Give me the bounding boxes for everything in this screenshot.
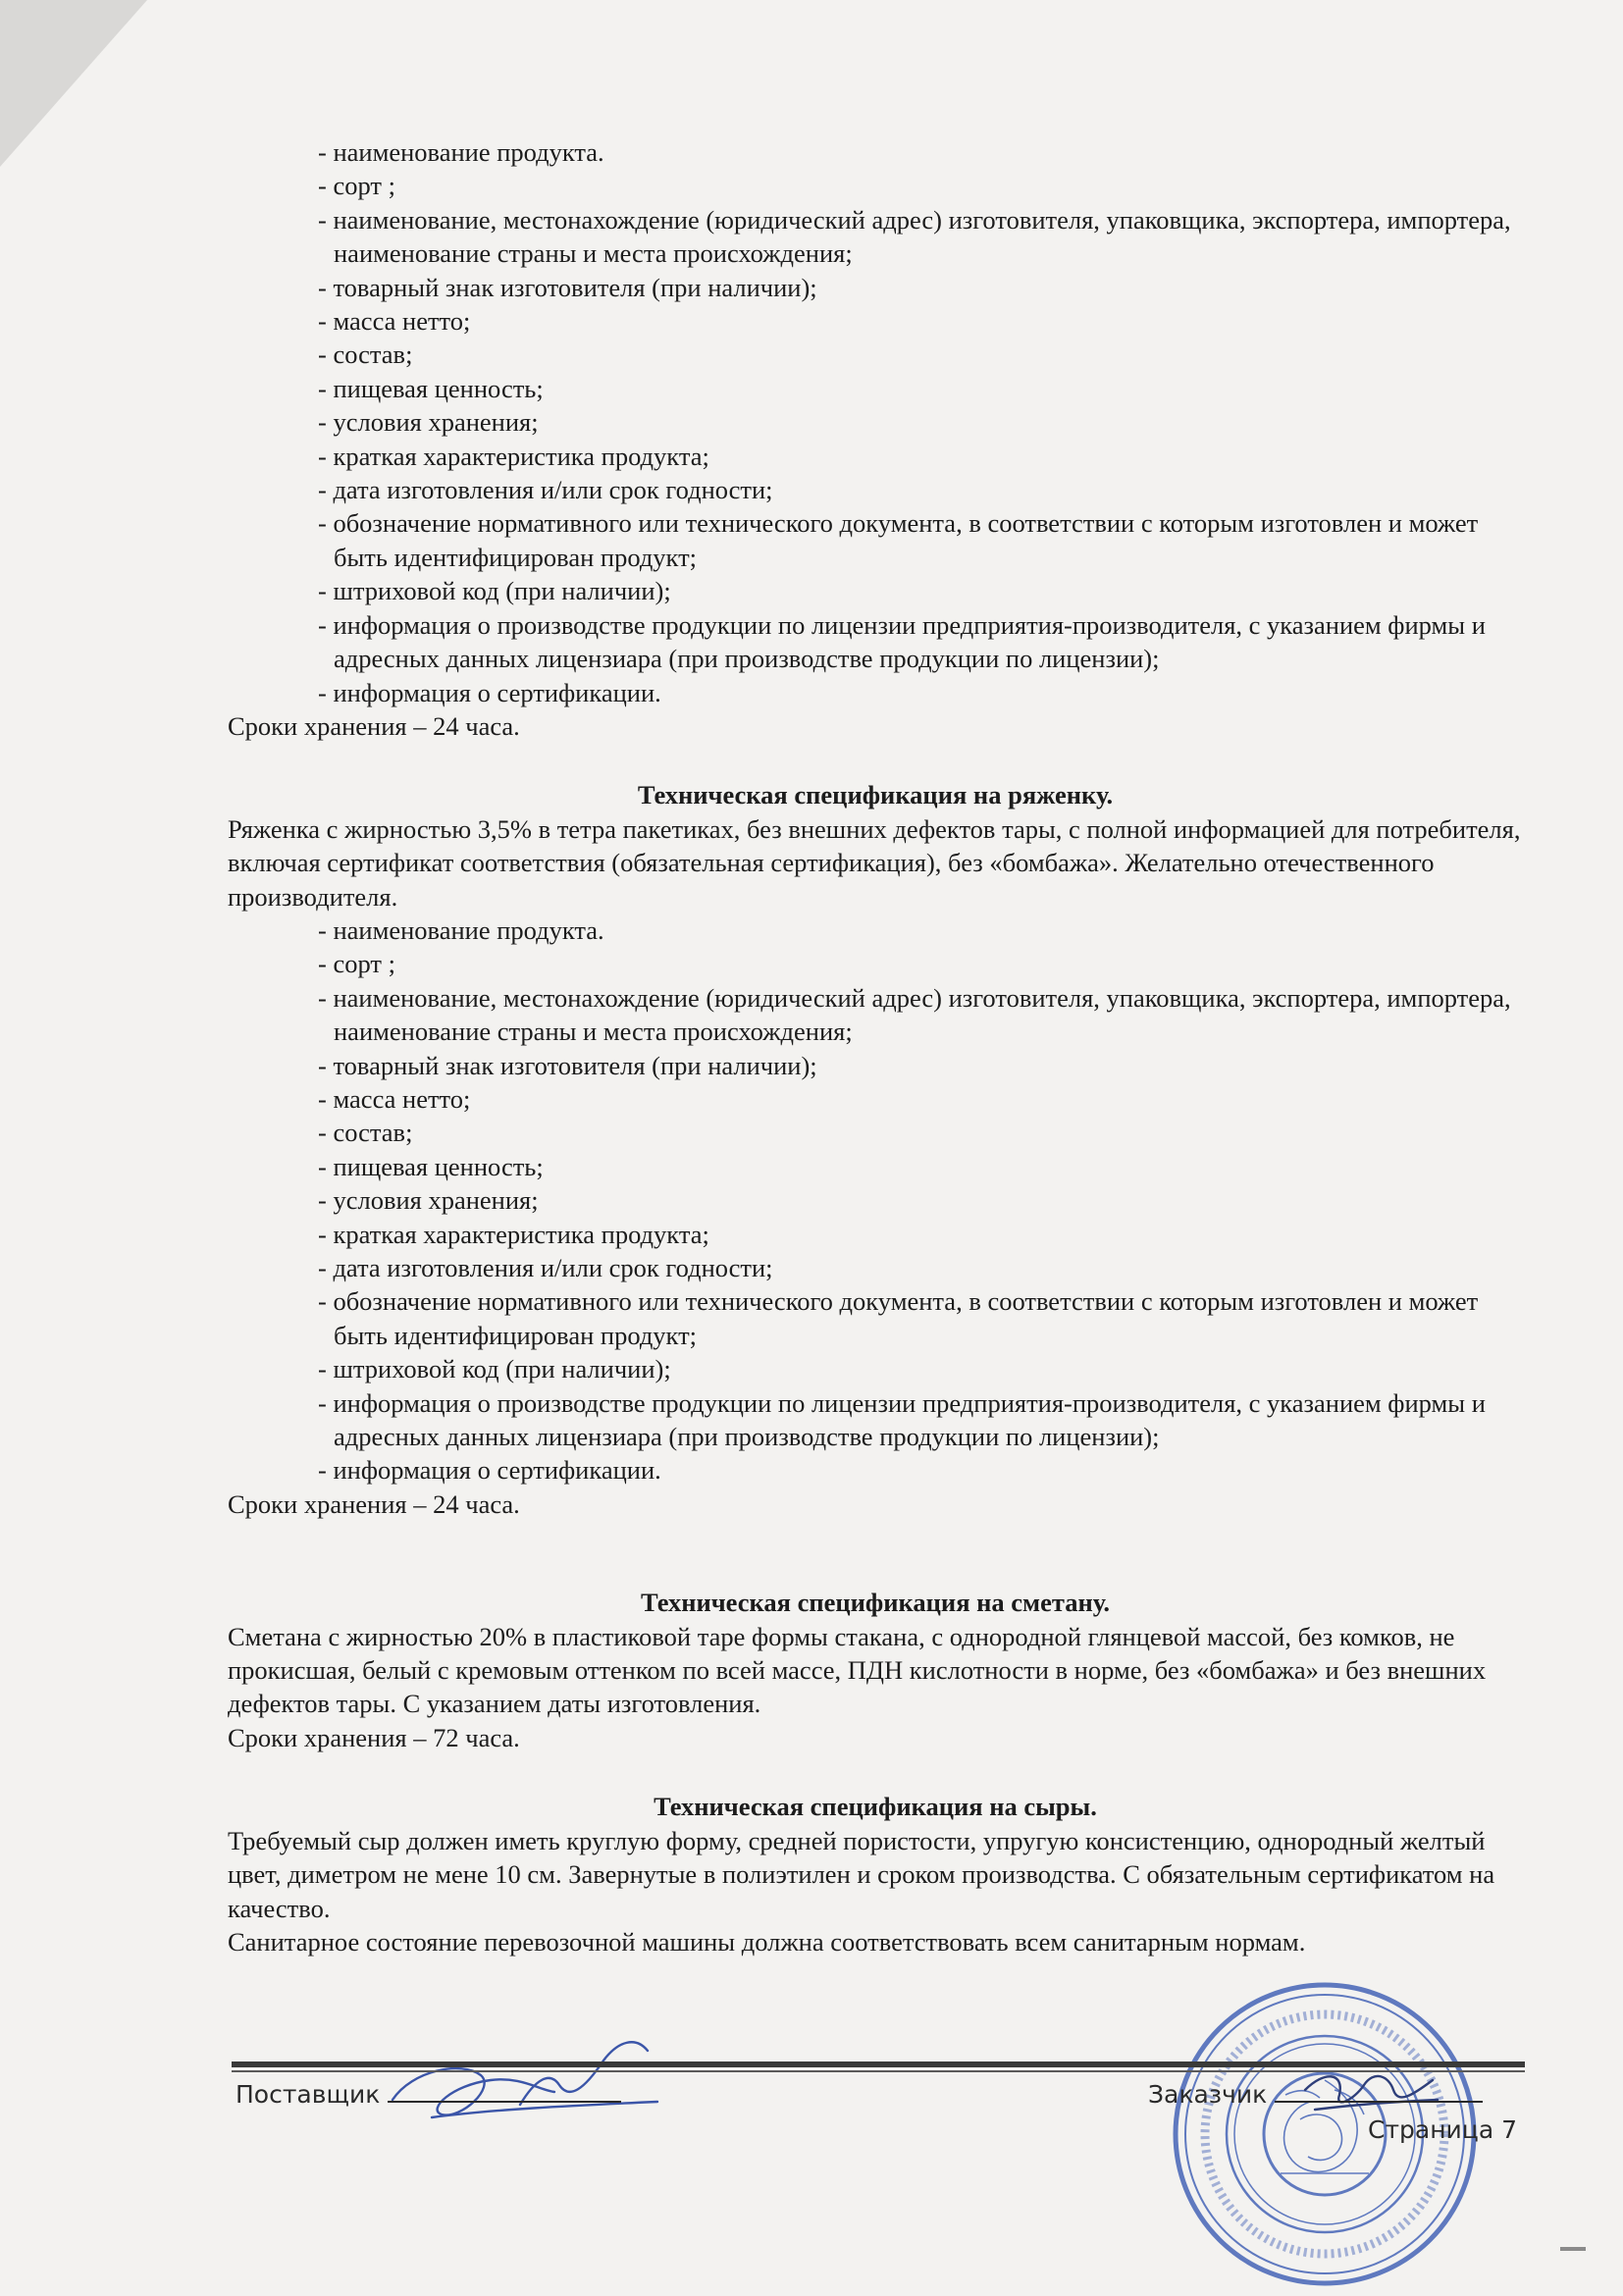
document-body (228, 135, 1523, 1958)
list-item: - информация о производстве продукции по лицензии предприятия-производителя, с указанием фирмы и адресных данных лицензиара (при производстве продукции по лицензии); (318, 1386, 1523, 1454)
smetana-description: Сметана с жирностью 20% в пластиковой таре формы стакана, с однородной глянцевой массой, без комков, не прокисшая, белый с кремовым оттенком по всей массе, ПДН кислотности в норме, без «бомбажа» и без внешних дефектов тары. С указанием даты изготовления. (228, 1621, 1487, 1719)
storage-term-1: Сроки хранения – 24 часа. (228, 710, 520, 741)
heading-ryazhenka: Техническая спецификация на ряженку. (637, 780, 1114, 810)
list-item: - наименование, местонахождение (юридический адрес) изготовителя, упаковщика, экспортера, импортера, наименование страны и места происхождения; (318, 981, 1523, 1049)
list-item: - наименование продукта. (318, 913, 1523, 947)
list-item: - информация о сертификации. (318, 676, 1523, 709)
list-item: - краткая характеристика продукта; (318, 1218, 1523, 1251)
storage-term-3: Сроки хранения – 72 часа. (228, 1722, 520, 1752)
scan-mark (1560, 2247, 1586, 2251)
list-item: - состав; (318, 338, 1523, 371)
footer-divider-thin (232, 2070, 1525, 2072)
customer-blank (1275, 2101, 1483, 2103)
list-item: - наименование продукта. (318, 135, 1523, 169)
list-item: - штриховой код (при наличии); (318, 574, 1523, 607)
list-item: - пищевая ценность; (318, 372, 1523, 405)
supplier-signature-line (236, 2080, 621, 2109)
list-item: - масса нетто; (318, 304, 1523, 338)
list-item: - товарный знак изготовителя (при наличии); (318, 271, 1523, 304)
list-item: - сорт ; (318, 169, 1523, 202)
heading-smetana: Техническая спецификация на сметану. (641, 1588, 1110, 1618)
list-item: - товарный знак изготовителя (при наличии); (318, 1049, 1523, 1082)
list-item: - информация о производстве продукции по лицензии предприятия-производителя, с указанием фирмы и адресных данных лицензиара (при производстве продукции по лицензии); (318, 608, 1523, 676)
customer-label: Заказчик (1148, 2080, 1268, 2109)
list-item: - обозначение нормативного или технического документа, в соответствии с которым изготовлен и может быть идентифицирован продукт; (318, 1284, 1523, 1352)
list-item: - состав; (318, 1116, 1523, 1149)
storage-term-2: Сроки хранения – 24 часа. (228, 1488, 520, 1519)
supplier-label: Поставщик (236, 2080, 381, 2109)
folded-corner (0, 0, 147, 167)
product-info-list-1 (228, 135, 1523, 709)
list-item: - информация о сертификации. (318, 1453, 1523, 1487)
supplier-blank (388, 2101, 621, 2103)
list-item: - дата изготовления и/или срок годности; (318, 473, 1523, 506)
list-item: - условия хранения; (318, 405, 1523, 439)
cheese-description: Требуемый сыр должен иметь круглую форму, средней пористости, упругую консистенцию, однородный желтый цвет, диметром не мене 10 см. Завернутые в полиэтилен и сроком производства. С обязательным сертификатом на качество. (228, 1825, 1495, 1923)
list-item: - краткая характеристика продукта; (318, 440, 1523, 473)
ryazhenka-description: Ряженка с жирностью 3,5% в тетра пакетиках, без внешних дефектов тары, с полной информацией для потребителя, включая сертификат соответствия (обязательная сертификация), без «бомбажа». Желательно отечественного производителя. (228, 813, 1521, 912)
list-item: - масса нетто; (318, 1082, 1523, 1116)
sanitary-note: Санитарное состояние перевозочной машины должна соответствовать всем санитарным нормам. (228, 1926, 1306, 1957)
customer-signature-line (1148, 2080, 1483, 2109)
product-info-list-2 (228, 913, 1523, 1487)
list-item: - условия хранения; (318, 1183, 1523, 1217)
list-item: - пищевая ценность; (318, 1150, 1523, 1183)
list-item: - сорт ; (318, 947, 1523, 980)
heading-cheese: Техническая спецификация на сыры. (654, 1792, 1097, 1822)
list-item: - дата изготовления и/или срок годности; (318, 1251, 1523, 1284)
list-item: - обозначение нормативного или технического документа, в соответствии с которым изготовлен и может быть идентифицирован продукт; (318, 506, 1523, 574)
list-item: - штриховой код (при наличии); (318, 1352, 1523, 1385)
page-number: Страница 7 (1368, 2115, 1517, 2144)
footer-divider (232, 2061, 1525, 2067)
list-item: - наименование, местонахождение (юридический адрес) изготовителя, упаковщика, экспортера, импортера, наименование страны и места происхождения; (318, 203, 1523, 271)
